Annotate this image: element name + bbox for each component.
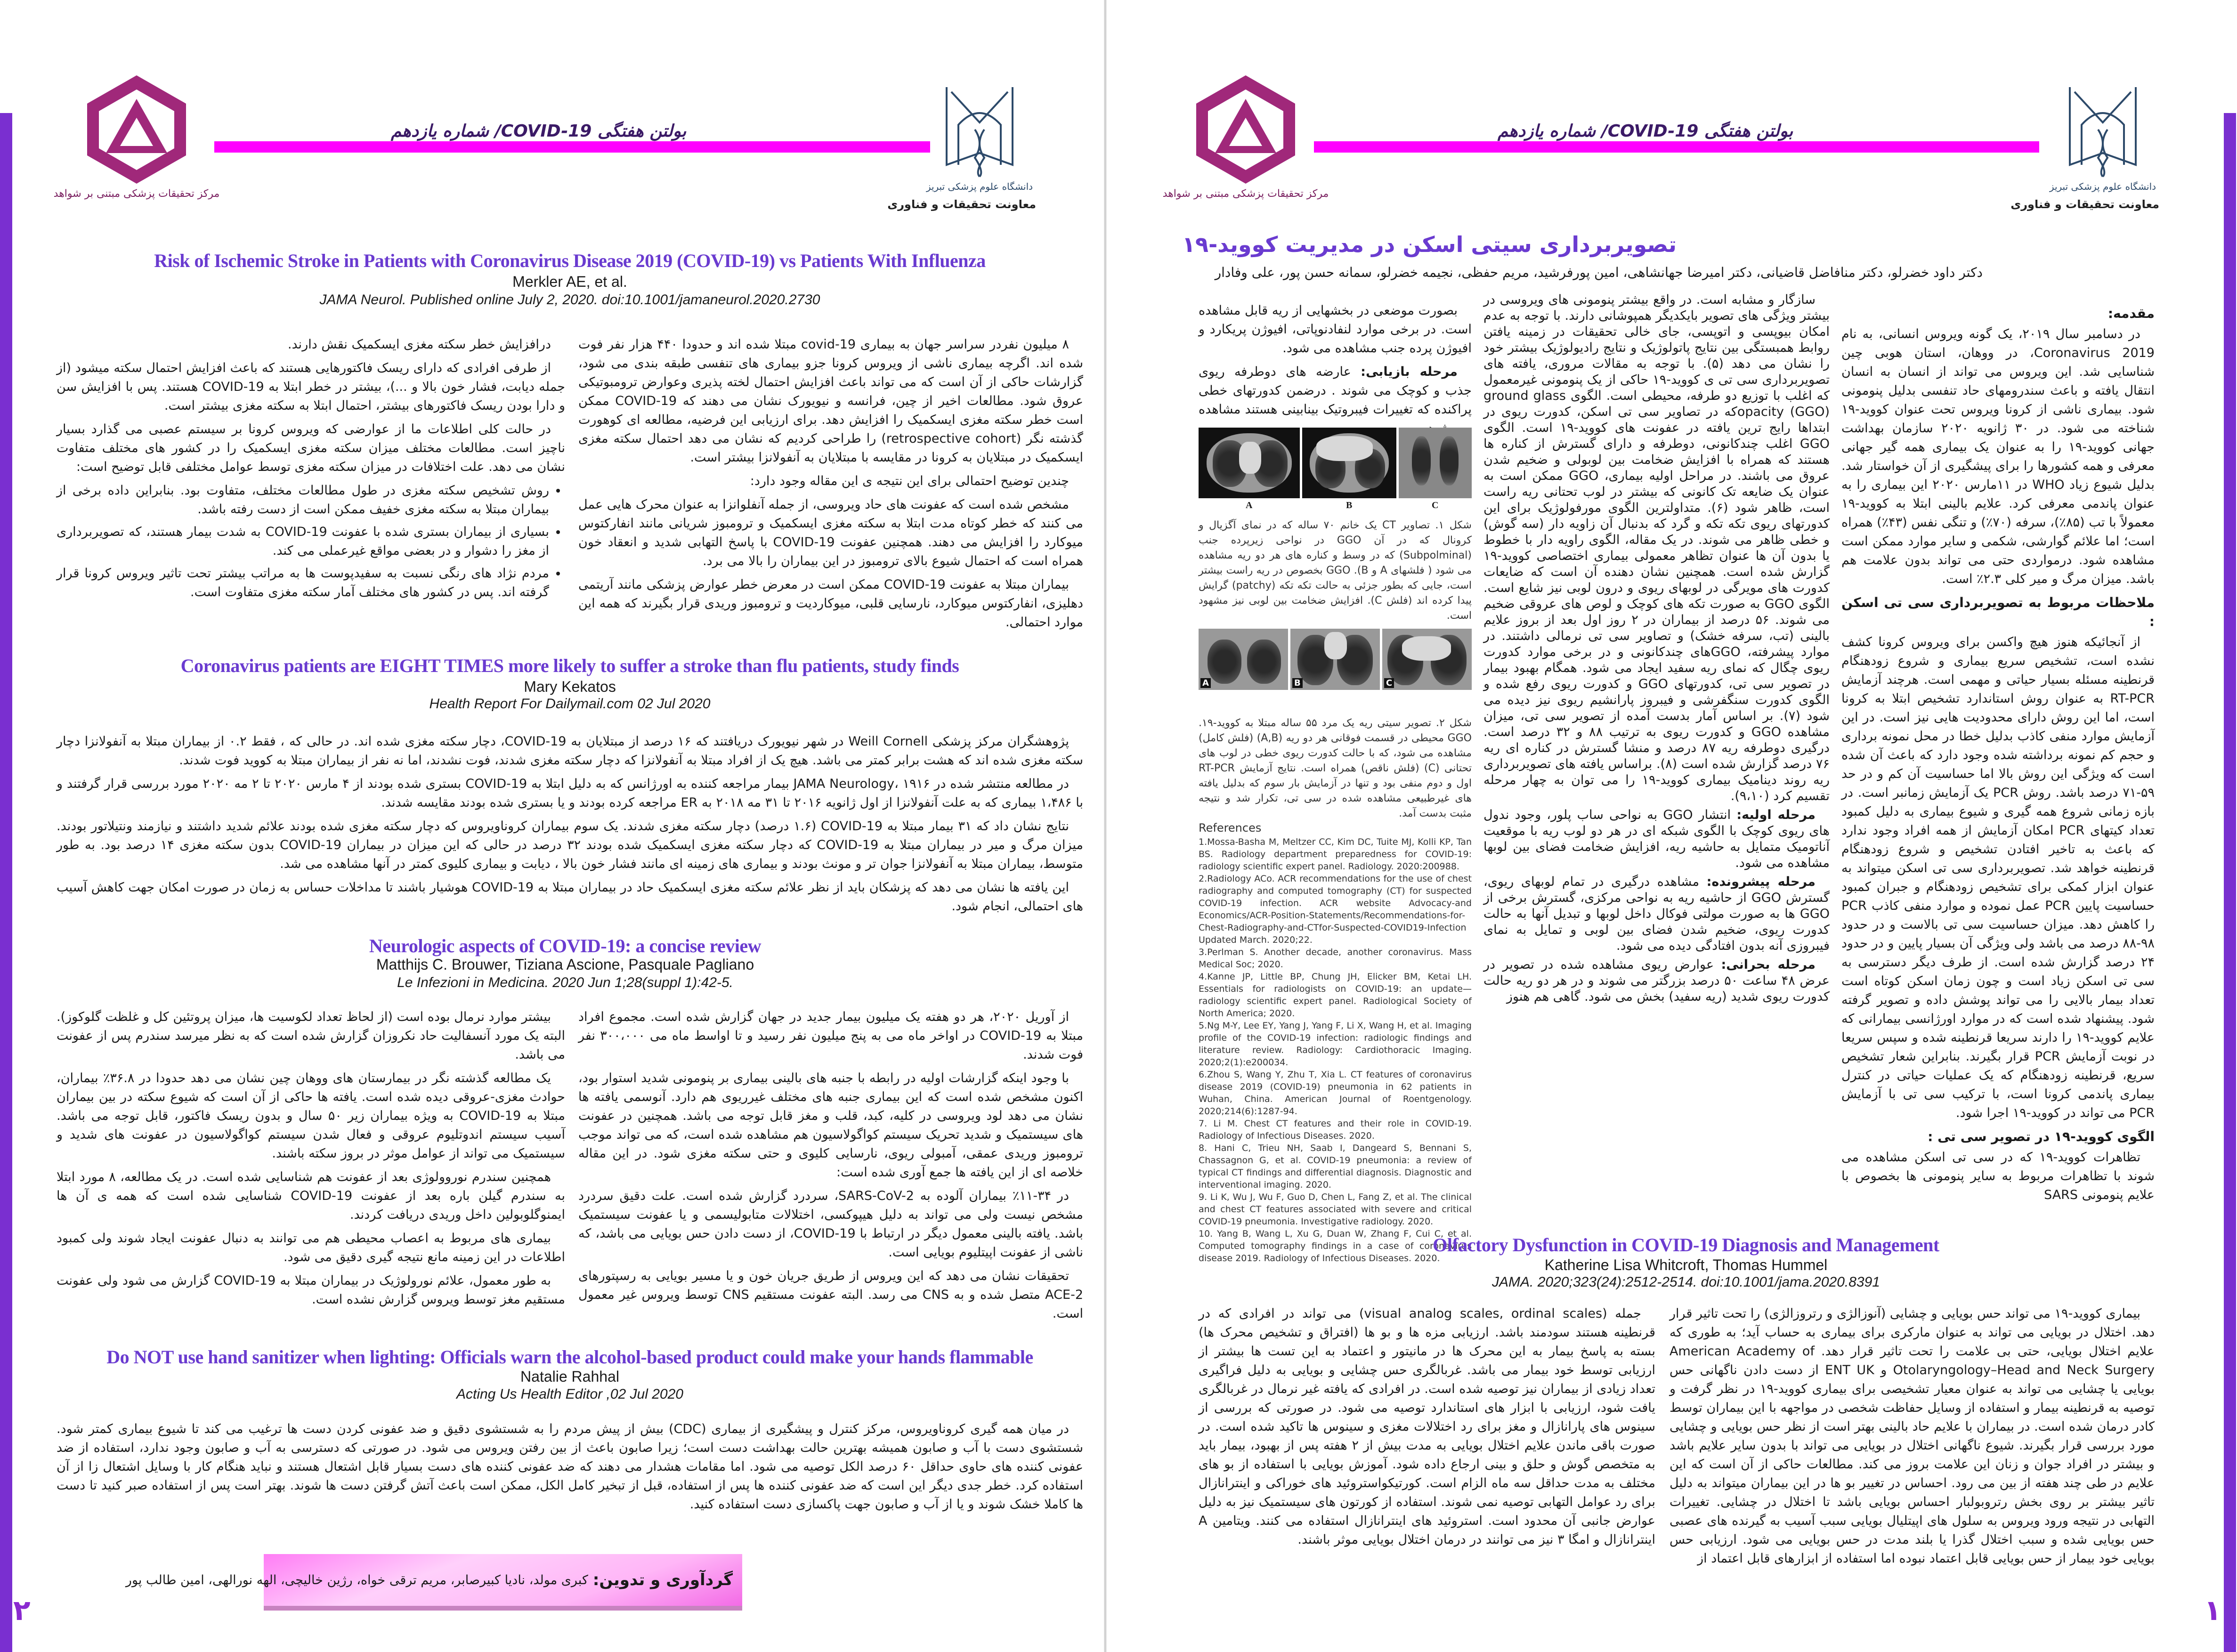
article-journal: Health Report For Dailymail.com 02 Jul 2020 (429, 696, 711, 712)
article-authors: Natalie Rahhal (520, 1368, 619, 1385)
feature-left-column-top (1199, 301, 1472, 417)
figure-panel-label: C (1384, 678, 1394, 688)
paragraph: با وجود اینکه گزارشات اولیه در رابطه با جنبه های بالینی بیماری بر پنومونی شدید استوار بود، اکنون مشخص شده است که این بیماری جنبه های مختلف غیرریوی هم دارد. آنوسمی یافته ها نشان می دهد لود ویروسی در کلیه، کبد، قلب و مغز قابل توجه می باشد. همچنین در عفونت های سیستمیک و شدید تحریک سیستم کواگولاسیون هم مشاهده شده است، که می تواند موجب ترومبوز وریدی عمقی، آمبولی ریوی، نارسایی کلیوی و حتی سکته مغزی شود. در این مقاله خلاصه ای از این یافته ها جمع آوری شده است: (578, 1071, 1083, 1180)
paragraph: بیماران مبتلا به عفونت COVID-19 ممکن است در معرض خطر عوارض پزشکی مانند آریتمی دهلیزی، انفارکتوس میوکارد، نارسایی قلبی، میوکاردیت و ترومبوز وریدی قرار بگیرند که همه این موارد احتمالی. (578, 577, 1083, 630)
page-number: ۱ (2204, 1594, 2221, 1627)
left-edge-bar (0, 113, 12, 1652)
olfactory-right-column (1670, 1304, 2155, 1611)
article-journal: JAMA Neurol. Published online July 2, 2020. doi:10.1001/jamaneurol.2020.2730 (319, 292, 820, 308)
paragraph (1199, 363, 1472, 438)
paragraph: نتایج نشان داد که ۳۱ بیمار مبتلا به COVID-19 (۱.۶ درصد) دچار سکته مغزی شدند. یک سوم بیماران کروناویروس که دچار سکته مغزی شده بودند علائم شدید داشتند و نیازمند ونتیلاتور بودند. میزان مرگ و میر در بیماران مبتلا به COVID-19 که دچار سکته مغزی ایسکمیک شده بودند ۳۲ درصد در حالی که این میزان در بیماران COVID-19 بدون سکته مغزی ۱۴ درصد بود. به طور متوسط، بیماران مبتلا به آنفولانزا جوان تر و مونث بودند و بیماری های زمینه ای مانند فشار خون بالا ، دیابت و بیماری کلیوی کمتر در آنها مشاهده می شد. (57, 819, 1084, 871)
figure-panel-label: A (1200, 678, 1211, 688)
paragraph: سازگار و مشابه است. در واقع بیشتر پنومونی های ویروسی در بیشتر ویژگی های تصویر بایکدیگر همپوشانی دارند. با توجه به عدم امکان بیوپسی و اتوپسی، جای خالی تحقیقات در زمینه یافتن روابط همبستگی بین نتایج پاتولوژیک و نتایج رادیولوژیک بیشتر خود را نشان می دهد (۵). با توجه به مقالات مروری، یافته های تصویربرداری سی تی ی کووید-۱۹ حاکی از یک پنومونی غیرمعمول که اغلب با توزیع دو طرفه، محیطی است. الگوی ground glass opacity (GGO)که در تصاویر سی تی اسکن، کدورت ریوی در ابتداها رایج ترین یافته در عفونت های کووید-۱۹ است. الگوی GGO اغلب چندکانونی، دوطرفه و دارای گسترش از کناره ها هستند که همراه با افزایش ضخامت بین لوبولی و ضخیم شدن عروق می باشند. در مراحل اولیه بیماری، GGO ممکن است به عنوان یک ضایعه تک کانونی که بیشتر در لوب تحتانی ریه راست است، ظاهر شود (۶). متداولترین الگوی مورفولوژیک برای این کدورتهای ریوی تکه تکه و گرد که بدنبال آن زاویه دار (سه گوش) و خطی ظاهر می شوند. در یک مقاله، الگوی راویه دار با خطوط یا بدون آن ها عنوان تظاهر معمولی بیماری اختصاصی کووید-۱۹ گزارش شده است. همچنین نشان دهنده آن است که ضایعات کدورت های مویرگی در لوبهای ریوی و درون لوبی نیز شایع است. الگوی GGO به صورت تکه های کوچک و لوص های عروقی ضخیم می شوند. ۵۶ درصد از بیماران در ۲ روز اول بعد از بروز علایم بالینی (تب، سرفه خشک) و تصاویر سی تی نرمالی داشتند. در موارد پیشرفته، GGOهای چندکانونی و در برخی موارد کدورت ریوی چگال که نمای ریه سفید ایجاد می شود. همگام بهبود بیمار در تصویر سی تی، کدورتهای GGO و کدورت ریوی رفع شده و الگوی کدورت سنگفرشی و فیبروز پارانشیم ریوی نیز دیده می شود (۷). بر اساس آمار بدست آمده از تصویر سی تی، میزان مشاهده GGO و کدورت ریوی به ترتیب ۸۸ و ۳۲ درصد است. درگیری دوطرفه ریه ۸۷ درصد و منشا گسترش در کناره ای ریه ۷۶ درصد گزارش شده است (۸). براساس یافته های تصویربرداری ریه روند دینامیک بیماری کووید-۱۹ را می توان به چهار مرحله تقسیم کرد (۹،۱۰). (1483, 292, 1830, 803)
feature-right-column (1841, 301, 2155, 1210)
center-logo-icon (1162, 71, 1329, 202)
paragraph: بیماری های مربوط به اعصاب محیطی هم می توانند به دنبال عفونت ایجاد شوند ولی کمبود اطلاعات در این زمینه مانع نتیجه گیری دقیق می شود. (57, 1231, 565, 1264)
paragraph: تظاهرات کووید-۱۹ که در سی تی اسکن مشاهده می شوند با تظاهرات مربوط به سایر پنومونی ها بخصوص با علایم پنومونی SARS (1841, 1150, 2155, 1202)
reference-item: 6.Zhou S, Wang Y, Zhu T, Xia L. CT features of coronavirus disease 2019 (COVID-19) pneumonia in 62 patients in Wuhan, China. American Journal of Roentgenology. 2020;214(6):1287-94. (1199, 1069, 1472, 1117)
paragraph: در ۳۴-۱۱٪ بیماران آلوده به SARS-CoV-2، سردرد گزارش شده است. علت دقیق سردرد مشخص نیست ولی می تواند به دلیل هیپوکسی، اختلالات متابولیسمی و یا عفونت سیستمیک باشد. یافته بالینی معمول دیگر در ارتباط با COVID-19، از دست دادن حس بویایی می باشد، که ناشی از عفونت اپیتلیوم بویایی است. (578, 1189, 1083, 1260)
paragraph: از طرفی افرادی که دارای ریسک فاکتورهایی هستند که باعث افزایش احتمال سکته میشود (از جمله دیابت، فشار خون بالا و ...)، بیشتر در خطر ابتلا به COVID-19 هستند. پس با افزایش سن و دارا بودن ریسک فاکتورهای بیشتر، احتمال ابتلا به سکته مغزی بیشتر است. (57, 361, 565, 413)
paragraph (1483, 807, 1830, 871)
figure-panel-label: C (1432, 500, 1439, 510)
paragraph: در دسامبر سال ۲۰۱۹، یک گونه ویروس انسانی، به نام Coronavirus 2019، در ووهان، استان هوبی چین شناسایی شد. این ویروس می تواند از انسان به انسان انتقال یافته و باعث سندرومهای حاد تنفسی بدلیل پنومونی شود. بیماری ناشی از کرونا ویروس تحت عنوان کووید-۱۹ شناخته می شود. در ۳۰ ژانویه ۲۰۲۰ سازمان بهداشت جهانی کووید-۱۹ را به عنوان یک بیماری همه گیر جهانی معرفی و همه کشورها را برای پیشگیری از آن خواستار شد. بدلیل شیوع زیاد WHO در ۱۱مارس ۲۰۲۰ این بیماری را به عنوان پاندمی معرفی کرد. علایم بالینی ابتلا به کووید-۱۹ معمولاً با تب (۸۵٪)، سرفه (۷۰٪) و تنگی نفس (۴۳٪) همراه است؛ اما علائم گوارشی، شکمی و سایر موارد ممکن است مشاهده شود. درمواردی حتی می تواند بدون علامت هم باشد. میزان مرگ و میر کلی ۲.۳٪ است. (1841, 327, 2155, 586)
header-band (1314, 141, 2039, 153)
article-journal: JAMA. 2020;323(24):2512-2514. doi:10.1001/jama.2020.8391 (1492, 1274, 1880, 1290)
paragraph: در میان همه گیری کروناویروس، مرکز کنترل و پیشگیری از بیماری (CDC) بیش از پیش مردم را به شستشوی دقیق و ضد عفونی کردن دست ها ترغیب می کند تا شیوع بیماری کمتر شود. شستشوی دست با آب و صابون همیشه بهترین حالت بهداشت دست است؛ زیرا صابون باعث از بین رفتن ویروس می شود. در صورتی که دسترسی به آب و صابون وجود ندارد، استفاده از ضد عفونی کننده های حاوی حداقل ۶۰ درصد الکل توصیه می شود. اما مقامات هشدار می دهند که ضد عفونی کننده های دست بسیار قابل اشتعال هستند و نباید هنگام کار با وسایل اشتعال زا از آن استفاده کرد. خطر جدی دیگر این است که ضد عفونی کننده ها پس از استفاده، قبل از تبخیر کامل الکل، ممکن است باعث آتش گرفتن دست ها شوند. بهتر است پس از استفاده صبر کنید تا دست ها کاملا خشک شوند و یا از آب و صابون جهت پاکسازی دست استفاده کنید. (57, 1422, 1083, 1512)
paragraph: بصورت موضعی در بخشهایی از ریه قابل مشاهده است. در برخی موارد لنفادنوپاتی، افیوژن پریکارد و افیوژن پرده جنب مشاهده می شود. (1199, 303, 1472, 356)
stage-label: مرحله پیشرونده: (1706, 875, 1816, 889)
paragraph: این یافته ها نشان می دهد که پزشکان باید از نظر علائم سکته مغزی ایسکمیک حاد در بیماران مبتلا به COVID-19 هوشیار باشند تا مداخلات حساس به زمان در صورت امکان جهت کاهش آسیب های احتمالی، انجام شود. (57, 880, 1083, 914)
university-subtitle: معاونت تحقیقات و فناوری (887, 198, 1036, 211)
university-subtitle: معاونت تحقیقات و فناوری (2010, 198, 2159, 211)
paragraph: همچنین سندرم نوروولوژی بعد از عفونت هم شناسایی شده است. در یک مطالعه، ۸ مورد ابتلا به سندرم گیلن باره بعد از عفونت COVID-19 شناسایی شده است که همه ی آن ها ایمنوگلوبولین داخل وریدی دریافت کردند. (57, 1170, 566, 1222)
article4-body (57, 1420, 1083, 1523)
header-band (214, 141, 930, 153)
reference-item: 9. Li K, Wu J, Wu F, Guo D, Chen L, Fang Z, et al. The clinical and chest CT features associated with severe and critical COVID-19 pneumonia. Investigative radiology. 2020. (1199, 1192, 1472, 1227)
reference-item: 5.Ng M-Y, Lee EY, Yang J, Yang F, Li X, Wang H, et al. Imaging profile of the COVID-19 infection: radiologic findings and literature review. Radiology: Cardiothoracic Imaging. 2020;2(1):e200034. (1199, 1020, 1472, 1068)
figure-panel-label: A (1246, 500, 1253, 510)
university-logo-text: دانشگاه علوم پزشکی تبریز (2049, 181, 2156, 192)
feature-middle-column (1483, 292, 1830, 1222)
stage-label: مرحله اولیه: (1736, 808, 1816, 822)
stage-label: مرحله بحرانی: (1721, 957, 1816, 972)
university-logo-icon (926, 82, 1033, 195)
figure-panel-label: B (1292, 678, 1303, 688)
figure-2-caption: شکل ۲. تصویر سیتی ریه یک مرد ۵۵ ساله مبتلا به کووید-۱۹. GGO محیطی در قسمت فوقانی هر دو ریه (A,B) (فلش کامل) مشاهده می شود، که با حالت کدورت ریوی خطی در لوب های تحتانی (C) (فلش ناقص) همراه است. نتایج آزمایش RT-PCR اول و دوم منفی بود و تنها در آزمایش بار سوم که بدلیل یافته های غیرطبیعی مشاهده شده در سی تی، تکرار شد و نتیجه مثبت بدست آمد. (1199, 717, 1472, 819)
paragraph: جمله (visual analog scales, ordinal scales) می تواند در افرادی که در قرنطینه هستند سودمند باشد. ارزیابی مزه ها و بو ها (افتراق و تشخیص محرک ها) بسته به پاسخ بیمار به این محرک ها در مانیتور و اعتماد به این تست ها بیشتر از ارزیابی توسط خود بیمار می باشد. غربالگری حس چشایی و بویایی به دلیل فراگیری تعداد زیادی از بیماران نیز توصیه شده است. در افرادی که یافته غیر نرمال در غربالگری یافت شود، ارزیابی با ابزار های استاندارد توصیه می شود. در صورتی که بررسی از سینوس های پارانازال و مغز برای رد اختلالات مغزی و سینوس ها تاکید شده است. در صورت باقی ماندن علایم اختلال بویایی به مدت بیش از ۲ هفته پس از بهبود، بیمار باید به متخصص گوش و حلق و بینی ارجاع داده شود. آموزش بویایی با استفاده از بو های مختلف به مدت حداقل سه ماه الزام است. کورتیکواستروئید های خوراکی و اینترانازال برای رد عوامل التهابی توصیه نمی شوند. استفاده از کورتون های سیستمیک نیز به دلیل عوارض جانبی آن محدود است. استروئید های اینترانازال استفاده می کنند. ویتامین A اینترانازال و امگا ۳ نیز می توانند در درمان اختلال بویایی موثر باشند. (1199, 1306, 1656, 1547)
ct-image-fig2-c (1382, 629, 1472, 690)
references-list (1199, 822, 1472, 1264)
article-authors: Mary Kekatos (524, 678, 616, 695)
page-gutter (1104, 0, 1107, 1652)
list-item: • روش تشخیص سکته مغزی در طول مطالعات مختلف، متفاوت بود. بنابراین داده برخی از بیماران مبتلا به سکته مغزی خفیف ممکن است از دست رفته باشد. (57, 481, 549, 519)
center-logo-icon (53, 71, 220, 202)
figure-1-caption: شکل ۱. تصاویر CT یک خانم ۷۰ ساله که در نمای آگزیال و کرونال که در آن GGO در نواحی زیرپرده جنب (Subpolminal) که در وسط و کناره های هر دو ریه مشاهده می شود ( فلشهای A و B). GGO بخصوص در ریه راست بیشتر است، جایی که بطور جزئی به حالت تکه تکه (patchy) گرایش پیدا کرده اند (فلش C). افزایش ضخامت بین لوبی نیز مشهود است. (1199, 519, 1472, 622)
credits-box (125, 1554, 742, 1606)
paragraph: در حالت کلی اطلاعات ما از عوارضی که ویروس کرونا بر سیستم عصبی می گذارد بسیار ناچیز است. مطالعات مختلف میزان سکته مغزی ایسکمیک را در کشور های مختلف متفاوت نشان می دهد. علت اختلافات در میزان سکته مغزی توسط عوامل مختلفی قابل توضیح است: (57, 422, 565, 474)
article-title: Neurologic aspects of COVID-19: a concise review (369, 935, 762, 956)
paragraph: چندین توضیح احتمالی برای این نتیجه ی این مقاله وجود دارد: (750, 474, 1069, 488)
list-item: • مردم نژاد های رنگی نسبت به سفیدپوست ها به مراتب بیشتر تحت تاثیر ویروس کرونا قرار گرفته اند. پس در کشور های مختلف آمار سکته مغزی متفاوت است. (57, 564, 549, 602)
article-title: Do NOT use hand sanitizer when lighting: Officials warn the alcohol-based product could make your hands flammable (106, 1346, 1033, 1368)
credits-label: گردآوری و تدوین: (592, 1571, 733, 1589)
feature-title: تصویربرداری سیتی اسکن در مدیریت کووید-۱۹ (1182, 232, 1677, 257)
ct-image-fig1-a (1199, 428, 1300, 498)
paragraph: بیماری کووید-۱۹ می تواند حس بویایی و چشایی (آنوزالژی و رتروزالژی) را تحت تاثیر قرار دهد. اختلال در بویایی می تواند به عنوان مارکری برای بیماری به حساب آید؛ به طوری که علایم اختلال بویایی، حتی بی علامت را تحت تاثیر قرار دهد. American Academy of Otolaryngology–Head and Neck Surgery و ENT UK از دست دادن ناگهانی حس بویایی یا چشایی می تواند به عنوان معیار تشخیصی برای بیماری کووید-۱۹ در نظر گرفت و توصیه به قرنطینه بیمار و استفاده از وسایل حفاظت شخصی در مواجهه با این بیماران توسط کادر درمان شده است. در بیماران با علایم حاد بالینی بهتر است از نظر حس بویایی و چشایی مورد بررسی قرار بگیرند. شیوع ناگهانی اختلال در بویایی می تواند با بدون سایر علایم باشد و بیشتر در افراد جوان و زنان این علامت بروز می کند. مطالعات حاکی از آن است که این علایم در طی چند هفته از بین می رود. احساس در تغییر بو ها در این بیماران میتواند به دلیل تاثیر بیشتر بر روی بخش رتروبولبار احساس بویایی باشد تا اختلال در چشایی. تغییرات التهابی در نتیجه ورود ویروس به سلول های اپیتلیال بویایی سبب آسیب به گیرنده های عصبی حس بویایی شده و سبب اختلال گذرا یا بلند مدت در حس بویایی می شود. ارزیابی حس بویایی خود بیمار از حس بویایی قابل اعتماد نبوده اما استفاده از ابزارهای قابل اعتماد از (1670, 1306, 2155, 1566)
feature-authors: دکتر داود خضرلو، دکتر منافاضل قاضیانی، دکتر امیرضا جهانشاهی، امین پورفرشید، مریم حفظی، نجیمه خضرلو، سمانه حسن پور، علی وفادار (1215, 265, 1983, 280)
section-heading: مقدمه: (2107, 306, 2155, 321)
article-title: Coronavirus patients are EIGHT TIMES more likely to suffer a stroke than flu patients, study finds (180, 655, 959, 676)
stage-text: عارضه های دوطرفه ریوی جذب و کوچک می شوند . درضمن کدورتهای خطی پراکنده که تغییرات فیبروتیک بینابینی هستند مشاهده (1199, 364, 1472, 417)
article3-left-column (57, 1008, 566, 1307)
university-logo-icon (2049, 82, 2156, 195)
ct-image-fig2-a (1199, 629, 1288, 690)
paragraph: بیشتر موارد نرمال بوده است (از لحاظ تعداد لکوسیت ها، میزان پروتئین کل و غلظت گلوکوز). البته یک مورد آنسفالیت حاد نکروزان گزارش شده است که به نظر میرسد سندرم پس از عفونت می باشد. (57, 1010, 565, 1062)
paragraph: پژوهشگران مرکز پزشکی Weill Cornell در شهر نیویورک دریافتند که ۱۶ درصد از مبتلایان به COVID-19، دچار سکته مغزی شده اند. در حالی که ، فقط ۰.۲ از بیماران مبتلا به آنفولانزا دچار سکته مغزی شده اند که هشت برابر کمتر می باشد. هیچ یک از افراد مبتلا به آنفولانزا که دچار سکته مغزی شدند، فوت نشدند، اما نه نفر از بیماران مبتلا به کووید فوت شدند. (57, 734, 1083, 768)
article-journal: Le Infezioni in Medicina. 2020 Jun 1;28(suppl 1):42-5. (397, 975, 733, 990)
paragraph: از آنجائیکه هنوز هیچ واکسن برای ویروس کرونا کشف نشده است، تشخیص سریع بیماری و شروع زودهنگام قرنطینه مسئله بسیار حیاتی و مهمی است. هرچند آزمایش RT-PCR به عنوان روش استاندارد تشخیص ابتلا به کرونا است، اما این روش دارای محدودیت هایی نیز است. در این آزمایش موارد منفی کاذب بدلیل خطا در محل نمونه برداری و حجم کم نمونه برداشته شده وجود دارد که باعث آن شده است که ویژگی این روش بالا اما حساسیت آن کم و در حد ۵۹-۷۱ درصد باشد. روش PCR یک آزمایش زمانبر است. در بازه زمانی شروع همه گیری و شیوع بیماری به دلیل کمبود تعداد کیتهای PCR امکان آزمایش از همه افراد وجود ندارد که باعث به تاخیر افتادن تشخیص و شروع زودهنگام قرنطینه خواهد شد. تصویربرداری سی تی اسکن میتواند به عنوان ابزار کمکی برای تشخیص زودهنگام و جبران کمبود حساسیت پایین PCR عمل نموده و موارد منفی کاذب PCR را کاهش دهد. میزان حساسیت سی تی بالاست و در حدود ۹۸-۸۸ درصد می باشد ولی ویژگی آن بسیار پایین و در حدود ۲۴ درصد گزارش شده است. از طرف دیگر دسترسی به سی تی اسکن زیاد است و چون زمان اسکن کوتاه است تعداد بیمار بالایی را می تواند پوشش داده و تصویر گرفته شود. پیشنهاد شده است که در موارد اورژانسی بیمارانی که علایم کووید-۱۹ را دارند سریعا قرنطینه شده و سپس سریعا در نوبت آزمایش PCR قرار بگیرند. بنابراین شعار تشخیص سریع، قرنطینه زودهنگام که یک عملیات حیاتی در کنترل بیماری پاندمی کرونا است، با ترکیب سی تی با آزمایش PCR می تواند در کووید-۱۹ اجرا شود. (1841, 635, 2155, 1120)
university-logo-text: دانشگاه علوم پزشکی تبریز (926, 181, 1033, 192)
olfactory-left-column (1199, 1304, 1655, 1611)
center-logo-text: مرکز تحقیقات پزشکی مبتنی بر شواهد (1162, 188, 1329, 200)
right-edge-bar (2224, 113, 2236, 1652)
paragraph (1483, 957, 1830, 1005)
reference-item: 7. Li M. Chest CT features and their role in COVID-19. Radiology of Infectious Diseases. 2020. (1199, 1118, 1472, 1141)
article-authors: Matthijs C. Brouwer, Tiziana Ascione, Pasquale Pagliano (376, 956, 754, 973)
ct-image-fig1-c (1399, 428, 1472, 498)
article3-right-column (578, 1008, 1084, 1321)
references-heading: References (1199, 821, 1262, 834)
section-heading: الگوی کووید-۱۹ در تصویر سی تی : (1928, 1129, 2155, 1144)
paragraph: در مطالعه منتشر شده در JAMA Neurology، ۱۹۱۶ بیمار مراجعه کننده به اورژانس که به دلیل ابتلا به COVID-19 بستری شده بودند از ۴ مارس ۲۰۲۰ تا ۲ مه ۲۰۲۰ مورد بررسی قرار گرفتند و با ۱،۴۸۶ بیماری که به علت آنفولانزا از اول ژانویه ۲۰۱۶ تا ۳۱ مه ۲۰۱۸ به ER مراجعه کرده بودند و یا بستری شده بودند مقایسه شدند. (57, 777, 1083, 810)
reference-item: 8. Hani C, Trieu NH, Saab I, Dangeard S, Bennani S, Chassagnon G, et al. COVID-19 pneumonia: a review of typical CT findings and differential diagnosis. Diagnostic and interventional imaging. 2020. (1199, 1143, 1472, 1190)
reference-item: 3.Perlman S. Another decade, another coronavirus. Mass Medical Soc; 2020. (1199, 947, 1472, 970)
reference-item: 4.Kanne JP, Little BP, Chung JH, Elicker BM, Ketai LH. Essentials for radiologists on COVID-19: an update—radiology scientific expert panel. Radiological Society of North America; 2020. (1199, 972, 1472, 1019)
stage-text: مشاهده درگیری در تمام لوبهای ریوی، گسترش GGO از حاشیه ریه به نواحی مرکزی، گسترش برخی از GGO ها به صورت مولتی فوکال داخل لوبها و تبدیل آنها به حالت کدورت ریوی، ضخیم شدن فضای بین لوبی و تمایل به نمای فیبروزی آنه بدون افتادگی دیده می شود. (1483, 875, 1830, 953)
article-authors: Katherine Lisa Whitcroft, Thomas Hummel (1544, 1256, 1828, 1273)
article-authors: Merkler AE, et al. (512, 273, 627, 290)
paragraph: یک مطالعه گذشته نگر در بیمارستان های ووهان چین نشان می دهد حدودا در ۳۶.۸٪ بیماران، حوادث مغزی-عروقی دیده شده است. یافته ها حاکی از آن است که شیوع سکته در بین بیماران مبتلا به COVID-19 به ویژه بیماران زیر ۵۰ سال و بدون ریسک فاکتور، قابل توجه می باشد. آسیب سیستم اندوتلیوم عروقی و فعال شدن سیستم کواگولاسیون در عفونت های شدید و سیستمیک می تواند از عوامل موثر در بروز سکته باشند. (57, 1071, 565, 1161)
credits-names: کبری مولد، نادیا کبیرصابر، مریم ترقی خواه، رژین خالیچی، الهه نورالهی، امین طالب پور (125, 1572, 588, 1587)
section-heading: ملاحظات مربوط به تصویربرداری سی تی اسکن : (1841, 595, 2155, 629)
article1-left-column (57, 335, 565, 637)
stage-text: عوارض ریوی مشاهده شده در تصویر در عرض ۴۸ ساعت ۵۰ درصد بزرگتر می شوند و در هر دو ریه حالت کدورت ریوی شدید (ریه سفید) بخش می شود. گاهی هم هنوز (1483, 957, 1830, 1004)
paragraph: تحقیقات نشان می دهد که این ویروس از طریق جریان خون و یا مسیر بویایی به رسپتورهای ACE-2 متصل شده و به CNS می رسد. البته عفونت مستقیم CNS توسط ویروس غیر معمول است. (578, 1269, 1084, 1321)
paragraph: مشخص شده است که عفونت های حاد ویروسی، از جمله آنفلوانزا به عنوان محرک هایی عمل می کنند که خطر کوتاه مدت ابتلا به سکته مغزی ایسکمیک و ترومبوز شریانی مانند انفارکتوس میوکارد را افزایش می دهند. همچنین عفونت COVID-19 با پاسخ التهابی شدید و انعقاد خون همراه است که احتمال شیوع بالای ترومبوز در این بیماران را بالا می برد. (578, 497, 1083, 568)
article1-right-column (578, 335, 1083, 637)
bullet-list (57, 481, 565, 602)
stage-text: انتشار GGO به نواحی ساب پلور، وجود ندول های ریوی کوچک با الگوی شبکه ای در هر دو لوب ریه با موقعیت آناتومیک متمایل به حاشیه ریه، افزایش ضخامت فضای بین لوبها مشاهده می شود. (1483, 808, 1830, 870)
page-number: ۲ (13, 1594, 31, 1627)
article-journal: Acting Us Health Editor ,02 Jul 2020 (456, 1386, 683, 1402)
stage-label: مرحله بازیابی: (1361, 364, 1458, 379)
reference-item: 10. Yang B, Wang L, Xu G, Duan W, Zhang F, Cui C, et al. Computed tomography findings in a case of coronavirus disease 2019. Radiology of Infectious Diseases. 2020. (1199, 1229, 1472, 1263)
paragraph: از آوریل ۲۰۲۰، هر دو هفته یک میلیون بیمار جدید در جهان گزارش شده است. مجموع افراد مبتلا به COVID-19 در اواخر ماه می به پنج میلیون نفر رسید و تا اواسط ماه می ۳۰۰،۰۰۰ نفر فوت شدند. (578, 1010, 1083, 1062)
bulletin-title: بولتن هفتگی COVID-19/ شماره یازدهم (391, 121, 687, 141)
paragraph: ۸ میلیون نفردر سراسر جهان به بیماری covid-19 مبتلا شده اند و حدودا ۴۴۰ هزار نفر فوت شده اند. اگرچه بیماری ناشی از ویروس کرونا جزو بیماری های تنفسی طبقه بندی می شود، گزارشات حاکی از آن است که می تواند باعث افزایش احتمال لخته پذیری وعوارض ترومبوتیکی عروق شود. مطالعات اخیر از چین، فرانسه و نیویورک نشان می دهند که COVID-19 ممکن است خطر سکته مغزی ایسکمیک را افزایش دهد. برای ارزیابی این فرضیه، مطالعه ای کوهورت گذشته نگر (retrospective cohort) را طراحی کردیم که نشان می دهد احتمال سکته مغزی ایسکمیک در مبتلایان به کرونا در مقایسه با مبتلایان به آنفولانزا بیشتر است. (578, 337, 1084, 465)
list-item: • بسیاری از بیماران بستری شده با عفونت COVID-19 به شدت بیمار هستند، که تصویربرداری از مغز را دشوار و در بعضی مواقع غیرعملی می کند. (57, 523, 549, 560)
figure-panel-label: B (1346, 500, 1353, 510)
ct-image-fig1-b (1302, 428, 1396, 498)
paragraph (1483, 874, 1830, 954)
bulletin-title: بولتن هفتگی COVID-19/ شماره یازدهم (1498, 121, 1793, 141)
article-title: Risk of Ischemic Stroke in Patients with Coronavirus Disease 2019 (COVID-19) vs Patients With Influenza (154, 250, 986, 271)
article-title: Olfactory Dysfunction in COVID-19 Diagnosis and Management (1433, 1234, 1939, 1255)
paragraph: درافزایش خطر سکته مغزی ایسکمیک نقش دارند. (287, 337, 551, 352)
paragraph: به طور معمول، علائم نورولوژیک در بیماران مبتلا به COVID-19 گزارش می شود ولی عفونت مستقیم مغز توسط ویروس گزارش نشده است. (57, 1273, 565, 1307)
reference-item: 2.Radiology ACo. ACR recommendations for the use of chest radiography and computed tomography (CT) for suspected COVID-19 infection. ACR website Advocacy-and Economics/ACR-Position-Statements/Recommendations-for-Chest-Radiography-and-CTfor-Suspected-COVID19-Infection Updated March. 2020;22. (1199, 874, 1472, 945)
ct-image-fig2-b (1290, 629, 1380, 690)
center-logo-text: مرکز تحقیقات پزشکی مبتنی بر شواهد (53, 188, 220, 200)
article2-body (57, 732, 1083, 921)
reference-item: 1.Mossa-Basha M, Meltzer CC, Kim DC, Tuite MJ, Kolli KP, Tan BS. Radiology department preparedness for COVID-19: radiology scientific expert panel. Radiology. 2020:200988. (1199, 837, 1472, 872)
